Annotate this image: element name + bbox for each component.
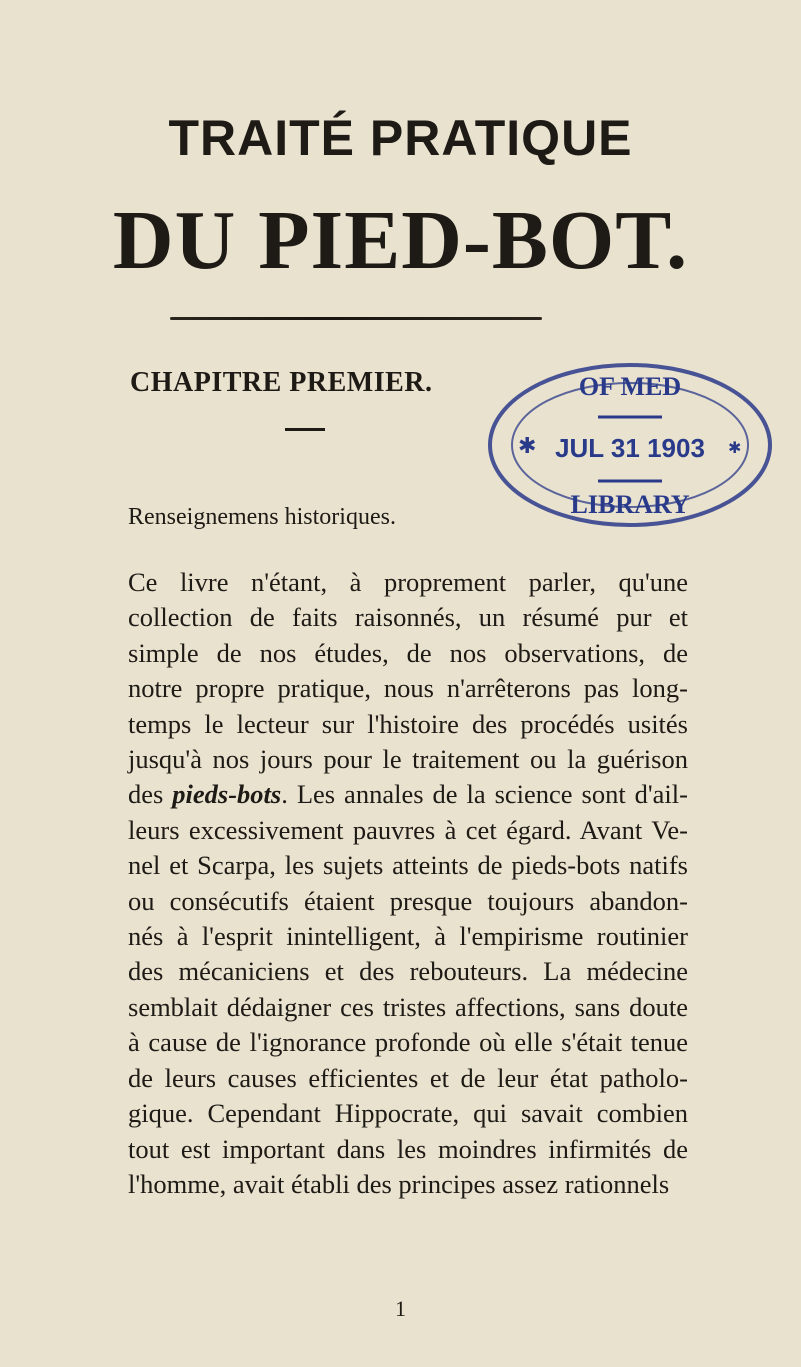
title-line-2: DU PIED-BOT. (112, 194, 689, 287)
text-line: ou consécutifs étaient presque toujours abandon- (128, 885, 688, 916)
body-paragraph (128, 565, 688, 1202)
italic-term: pieds-bots (172, 779, 282, 810)
text-segment: des (128, 779, 173, 810)
stamp-date: JUL 31 1903 (555, 433, 705, 463)
text-line: nés à l'esprit inintelligent, à l'empirisme routinier (128, 921, 688, 952)
chapter-subheading: Renseignemens historiques. (128, 504, 396, 530)
text-line: jusqu'à nos jours pour le traitement ou la guérison (128, 744, 688, 775)
text-line: à cause de l'ignorance profonde où elle s'était tenue (128, 1027, 688, 1058)
text-line: temps le lecteur sur l'histoire des procédés usités (128, 708, 688, 739)
text-line: Ce livre n'étant, à proprement parler, qu'une (128, 567, 688, 597)
text-line: nel et Scarpa, les sujets atteints de pieds-bots natifs (128, 850, 688, 881)
text-line: simple de nos études, de nos observations, de (128, 637, 688, 668)
stamp-top-text: OF MED (578, 372, 682, 401)
stamp-star-icon: ✱ (518, 434, 537, 459)
text-line: de leurs causes efficientes et de leur état patholo- (128, 1062, 688, 1093)
title-line-1: TRAITÉ PRATIQUE (168, 110, 633, 166)
text-line: des mécaniciens et des rebouteurs. La médecine (128, 956, 688, 987)
text-line: notre propre pratique, nous n'arrêterons pas long- (128, 673, 688, 704)
text-line: leurs excessivement pauvres à cet égard. Avant Ve- (128, 814, 688, 845)
text-line: collection de faits raisonnés, un résumé pur et (128, 602, 688, 633)
text-line: gique. Cependant Hippocrate, qui savait combien (128, 1098, 688, 1129)
page-number: 1 (395, 1296, 406, 1321)
text-line: tout est important dans les moindres infirmités de (128, 1133, 688, 1164)
text-segment: . Les annales de la science sont d'ail- (281, 779, 688, 810)
text-line-with-italic (128, 777, 688, 812)
library-stamp (480, 355, 780, 535)
stamp-star-icon: ✱ (728, 438, 742, 457)
chapter-dash (285, 428, 325, 431)
text-line: semblait dédaigner ces tristes affections, sans doute (128, 991, 688, 1022)
chapter-heading: CHAPITRE PREMIER. (130, 367, 433, 398)
text-line: l'homme, avait établi des principes assez rationnels (128, 1168, 670, 1199)
title-rule (170, 317, 542, 320)
stamp-bottom-text: LIBRARY (570, 490, 690, 519)
